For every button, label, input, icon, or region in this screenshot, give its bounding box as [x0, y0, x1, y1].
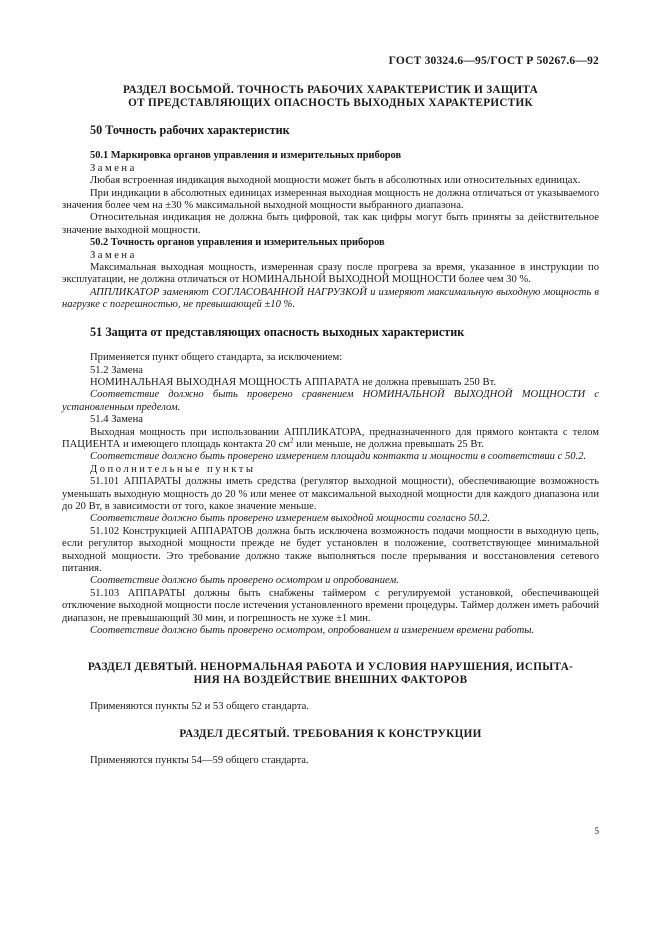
clause-51-103-p1: 51.103 АППАРАТЫ должны быть снабжены таймером с регулируемой установкой, обеспечивающей отключение выходной мощности после истечения установленного времени процедуры. Таймер должен иметь рабочий диапазон, не превышающий 30 мин, и погрешность не хуже ±1 мин.	[62, 587, 599, 624]
clause-50-1-p3: Относительная индикация не должна быть цифровой, так как цифры могут быть приняты за действительное значение выходной мощности.	[62, 212, 599, 236]
section9-title-line2: НИЯ НА ВОЗДЕЙСТВИЕ ВНЕШНИХ ФАКТОРОВ	[193, 674, 468, 687]
clause-51-102-p1: 51.102 Конструкцией АППАРАТОВ должна быть исключена возможность подачи мощности в выходную цепь, если регулятор выходной мощности прежде не будет установлен в положение, соответствующее минимальной выходной мощности. Это требование должно также выполняться после прерывания и восстановления сетевого питания.	[62, 525, 599, 574]
section8-title-line2: ОТ ПРЕДСТАВЛЯЮЩИХ ОПАСНОСТЬ ВЫХОДНЫХ ХАРАКТЕРИСТИК	[128, 97, 533, 109]
section10-text: Применяются пункты 54—59 общего стандарта.	[90, 754, 309, 766]
section10-title: РАЗДЕЛ ДЕСЯТЫЙ. ТРЕБОВАНИЯ К КОНСТРУКЦИИ	[179, 727, 482, 740]
clause-51-2-p2: Соответствие должно быть проверено сравнением НОМИНАЛЬНОЙ ВЫХОДНОЙ МОЩНОСТИ с установленным пределом.	[62, 389, 599, 413]
clause-51-2-p1: НОМИНАЛЬНАЯ ВЫХОДНАЯ МОЩНОСТЬ АППАРАТА не должна превышать 250 Вт.	[90, 376, 497, 388]
clause-51-4-p2: Соответствие должно быть проверено измерением площади контакта и мощности в соответствии с 50.2.	[90, 451, 587, 463]
clause-50-1-title: 50.1 Маркировка органов управления и измерительных приборов	[90, 150, 402, 162]
section9-text: Применяются пункты 52 и 53 общего стандарта.	[90, 701, 309, 713]
clause-51-4-p1-a: Выходная мощность при использовании АППЛИКАТОРА, предназначенного для прямого контакта с телом ПАЦИЕНТА и имеющего площадь контакта 20 см	[62, 426, 599, 450]
clause-50-1-p2: При индикации в абсолютных единицах измеренная выходная мощность не должна отличаться от указываемого значения более чем на ±30 % максимальной выходной мощности выбранного диапазона.	[62, 187, 599, 212]
clause-51-4-p1	[62, 427, 599, 452]
additional-clauses-heading: Дополнительные пункты	[90, 463, 256, 475]
clause-51-4-head: 51.4 Замена	[90, 414, 143, 426]
clause-51-intro: Применяется пункт общего стандарта, за исключением:	[90, 352, 343, 364]
page-content	[62, 84, 599, 767]
clause-51-101-p2: Соответствие должно быть проверено измерением выходной мощности согласно 50.2.	[90, 513, 490, 525]
clause-51-102-p2: Соответствие должно быть проверено осмотром и опробованием.	[90, 575, 399, 587]
clause-51-101-p1: 51.101 АППАРАТЫ должны иметь средства (регулятор выходной мощности), обеспечивающие возможность уменьшать выходную мощность до 20 % или менее от максимальной выходной мощности для каждого диапазона или до 20 Вт, в зависимости от того, какое значение меньше.	[62, 476, 599, 512]
section8-title-line1: РАЗДЕЛ ВОСЬМОЙ. ТОЧНОСТЬ РАБОЧИХ ХАРАКТЕРИСТИК И ЗАЩИТА	[122, 84, 538, 96]
clause-50-1-replace: Замена	[90, 162, 137, 174]
page-number: 5	[594, 826, 599, 836]
clause-50-2-p1: Максимальная выходная мощность, измеренная сразу после прогрева за время, указанное в инструкции по эксплуатации, не должна отличаться от НОМИНАЛЬНОЙ ВЫХОДНОЙ МОЩНОСТИ более чем 30 %.	[62, 262, 599, 286]
clause-51-2-head: 51.2 Замена	[90, 364, 143, 376]
clause-50-1-p1: Любая встроенная индикация выходной мощности может быть в абсолютных или относительных единицах.	[90, 175, 581, 187]
clause-50-2-p2: АППЛИКАТОР заменяют СОГЛАСОВАННОЙ НАГРУЗКОЙ и измеряют максимальную выходную мощность в нагрузке с погрешностью, не превышающей ±10 %.	[62, 286, 599, 311]
clause-50-2-replace: Замена	[90, 249, 137, 261]
section9-title-line1: РАЗДЕЛ ДЕВЯТЫЙ. НЕНОРМАЛЬНАЯ РАБОТА И УСЛОВИЯ НАРУШЕНИЯ, ИСПЫТА-	[87, 661, 574, 674]
clause-51-title: 51 Защита от представляющих опасность выходных характеристик	[90, 324, 465, 339]
clause-50-2-title: 50.2 Точность органов управления и измерительных приборов	[90, 237, 385, 249]
clause-50-title: 50 Точность рабочих характеристик	[90, 123, 290, 137]
standard-number-header: ГОСТ 30324.6—95/ГОСТ Р 50267.6—92	[388, 55, 599, 67]
clause-51-4-p1-b: или меньше, не должна превышать 25 Вт.	[293, 438, 484, 450]
clause-51-103-p2: Соответствие должно быть проверено осмотром, опробованием и измерением времени работы.	[90, 625, 535, 637]
area-unit-exponent: 2	[289, 436, 294, 445]
